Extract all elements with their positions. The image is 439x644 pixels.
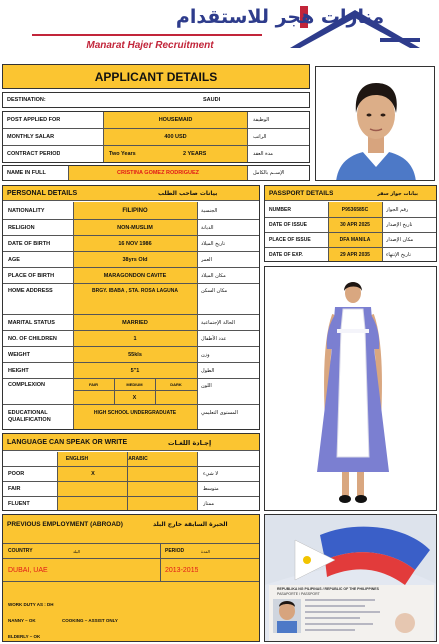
education-arabic: المستوى التعليمي [201, 410, 238, 416]
dob-arabic: تاريخ الميلاد [201, 240, 226, 247]
employment-section [2, 514, 260, 642]
language-title: LANGUAGE CAN SPEAK OR WRITE [7, 439, 128, 446]
children-arabic: عدد الأطفال [201, 335, 227, 342]
marital-label: MARITAL STATUS [8, 319, 55, 326]
headshot-photo-icon [316, 67, 435, 181]
passport-number-arabic: رقم الجواز [386, 206, 409, 213]
passport-expiry-value: 29 APR 2035 [340, 251, 370, 258]
children-value: 1 [133, 335, 137, 342]
complexion-medium: MEDIUM [126, 382, 143, 387]
logo-arabic-text: منارات هجر للاستقدام [175, 6, 385, 28]
passport-details-section [264, 185, 437, 262]
age-arabic: العمر [201, 256, 212, 263]
marital-value: MARRIED [122, 319, 148, 326]
employment-title: PREVIOUS EMPLOYMENT (ABROAD) [7, 520, 123, 528]
destination-row [2, 92, 310, 108]
language-fair-english [73, 482, 113, 496]
passport-place-arabic: مكان الإصدار [386, 237, 414, 243]
applicant-headshot [315, 66, 435, 181]
passport-number-label: NUMBER [269, 206, 291, 213]
contract-value-years: 2 YEARS [183, 151, 207, 157]
nationality-label: NATIONALITY [8, 208, 45, 214]
education-label: EDUCATIONAL QUALIFICATION [8, 410, 51, 423]
name-label: NAME IN FULL [7, 170, 46, 176]
language-fluent-label: FLUENT [8, 500, 30, 507]
complexion-dark: DARK [170, 382, 182, 387]
destination-value: SAUDI [203, 97, 221, 103]
passport-issue-arabic: تاريخ الإصدار [386, 222, 413, 228]
dob-value: 16 NOV 1986 [118, 240, 152, 247]
language-poor-label: POOR [8, 471, 25, 477]
page-title: APPLICANT DETAILS [94, 69, 218, 84]
birthplace-value: MARAGONDON CAVITE [103, 272, 167, 279]
employment-arabic: الخبرة السابقة خارج البلد [153, 520, 228, 528]
children-label: NO. OF CHILDREN [8, 335, 57, 342]
period-arabic: المدة [201, 548, 210, 554]
country-arabic: البلد [73, 548, 80, 554]
passport-scan-image [264, 514, 437, 642]
address-arabic: مكان السكن [201, 288, 228, 294]
salary-value: 400 USD [104, 129, 247, 145]
address-value: BRGY. IBABA , STA. ROSA LAGUNA [92, 288, 178, 294]
passport-number-value: P9536585C [341, 206, 369, 213]
personal-details-section [2, 185, 260, 430]
job-info-table [2, 111, 310, 163]
passport-expiry-arabic: تاريخ الإنتهاء [386, 251, 411, 258]
passport-details-title: PASSPORT DETAILS [269, 190, 334, 197]
language-fluent-arabic [137, 497, 177, 510]
passport-issue-label: DATE OF ISSUE [269, 222, 307, 228]
birthplace-label: PLACE OF BIRTH [8, 272, 55, 279]
religion-value: NON-MUSLIM [117, 224, 153, 231]
language-poor-ar: لا شيء [203, 471, 219, 477]
passport-expiry-label: DATE OF EXP. [269, 251, 303, 258]
age-label: AGE [8, 256, 20, 263]
language-col-english: ENGLISH [65, 456, 89, 462]
full-body-photo-icon [265, 267, 437, 511]
nationality-value: FILIPINO [122, 208, 148, 214]
period-label: PERIOD [165, 548, 185, 554]
religion-label: RELIGION [8, 224, 35, 231]
passport-place-value: DFA MANILA [339, 237, 371, 243]
salary-label: MONTHLY SALAR [7, 134, 55, 140]
complexion-arabic: اللون [201, 383, 212, 389]
language-fair-label: FAIR [8, 486, 21, 492]
marital-arabic: الحالة الإجتماعية [201, 319, 235, 326]
country-value: DUBAI, UAE [8, 566, 48, 574]
name-row [2, 165, 310, 181]
weight-label: WEIGHT [8, 351, 30, 358]
language-fair-ar: متوسط [203, 486, 219, 492]
height-label: HEIGHT [8, 367, 29, 374]
logo-english-text: Manarat Hajer Recruitment [86, 40, 214, 51]
work-duty-label: WORK DUTY AS : DH [8, 601, 54, 607]
complexion-mark: X [132, 394, 137, 401]
contract-arabic: مدة العقد [253, 151, 273, 157]
destination-label: DESTINATION: [7, 97, 46, 103]
post-arabic: الوظيفة [253, 117, 270, 123]
passport-scan-header: REPUBLIKA NG PILIPINAS / REPUBLIC OF THE PHILIPPINES [277, 587, 379, 591]
language-arabic: إجـادة اللغـات [168, 438, 212, 447]
complexion-fair: FAIR [88, 382, 99, 387]
language-poor-arabic [137, 467, 177, 481]
language-fluent-ar: ممتاز [203, 500, 215, 507]
period-value: 2013-2015 [165, 566, 199, 574]
address-label: HOME ADDRESS [8, 288, 53, 294]
language-fluent-english [73, 497, 113, 510]
dob-label: DATE OF BIRTH [8, 240, 51, 247]
passport-scan-subheader: PASAPORTE / PASSPORT [277, 592, 320, 596]
height-value: 5"1 [130, 367, 140, 374]
education-value: HIGH SCHOOL UNDERGRADUATE [93, 410, 177, 416]
duty-elderly: ELDERLY – OK [8, 633, 41, 639]
name-arabic: الإســم بالكامل [253, 170, 285, 176]
country-label: COUNTRY [8, 548, 33, 554]
language-fair-arabic [137, 482, 177, 496]
nationality-arabic: الجنسية [201, 208, 218, 214]
language-poor-english: X [91, 471, 95, 477]
duty-cooking: COOKING – ASSIST ONLY [62, 617, 118, 623]
duty-nanny: NANNY – OK [8, 617, 36, 623]
religion-arabic: الديانة [201, 224, 214, 231]
height-arabic: الطول [201, 367, 215, 374]
birthplace-arabic: مكان الميلاد [201, 272, 226, 279]
weight-value: 55kls [128, 351, 142, 358]
personal-details-arabic: بيانات صاحب الطلب [158, 190, 218, 197]
passport-details-arabic: بيانات جواز سفر [377, 190, 419, 197]
passport-issue-value: 30 APR 2025 [340, 222, 370, 228]
language-section [2, 433, 260, 511]
applicant-details-header [2, 64, 310, 89]
language-col-arabic: ARABIC [128, 456, 148, 462]
logo-underline [32, 34, 262, 36]
salary-arabic: الراتب [253, 134, 267, 140]
age-value: 38yrs Old [122, 256, 148, 263]
post-value: HOUSEMAID [104, 112, 247, 128]
weight-arabic: وزن [201, 351, 210, 358]
post-label: POST APPLIED FOR [7, 117, 61, 123]
complexion-label: COMPLEXION [8, 382, 45, 388]
personal-details-title: PERSONAL DETAILS [7, 190, 78, 197]
passport-scan-icon [265, 515, 437, 642]
contract-value-words: Two Years [109, 151, 136, 157]
contract-label: CONTRACT PERIOD [7, 151, 61, 157]
passport-place-label: PLACE OF ISSUE [269, 237, 311, 243]
name-value: CRISTINA GOMEZ RODRIGUEZ [69, 166, 247, 180]
applicant-full-body-photo [264, 266, 437, 511]
